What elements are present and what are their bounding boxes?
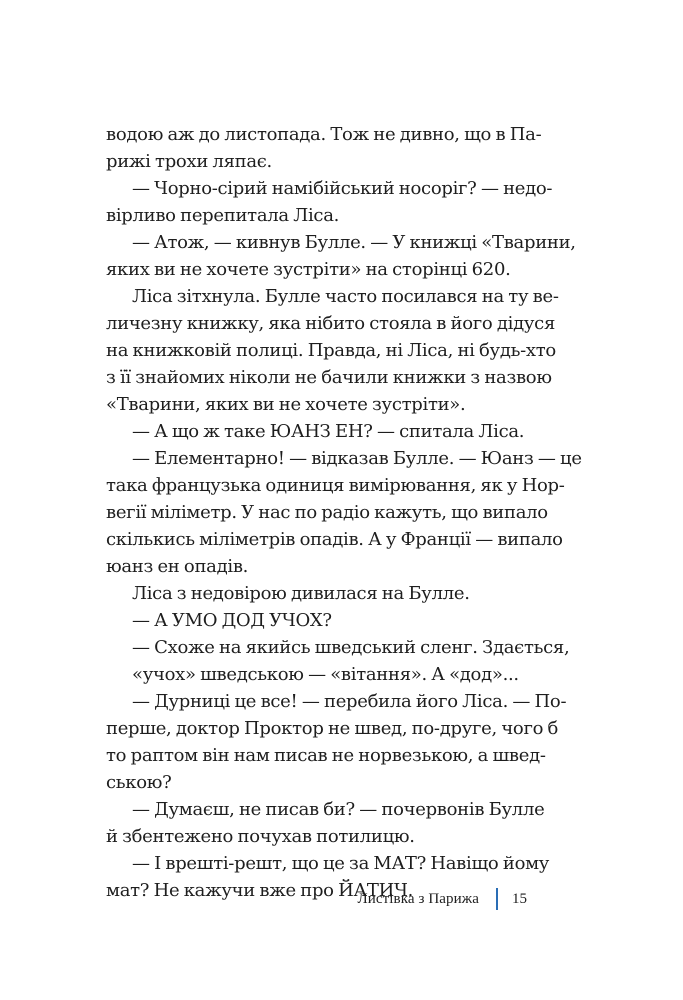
text-line: Ліса зітхнула. Булле часто посилався на ту ве- [132,286,559,307]
text-line: й збентежено почухав потилицю. [106,826,415,847]
text-line: перше, доктор Проктор не швед, по-друге, чого б [106,718,559,739]
text-line: рижі трохи ляпає. [106,151,272,172]
text-line: з її знайомих ніколи не бачили книжки з назвою [106,367,552,388]
page-footer [357,888,527,910]
text-line: — Елементарно! — відказав Булле. — Юанз — це [132,448,582,469]
text-line: — Чорно-сірий намібійський носоріг? — недо- [132,178,553,199]
running-title: Листівка з Парижа [357,891,479,907]
text-line: така французька одиниця вимірювання, як у Нор- [106,475,565,496]
text-line: «Тварини, яких ви не хочете зустріти». [106,394,466,415]
page-number: 15 [512,891,527,907]
body-text [106,121,582,904]
text-line: — Думаєш, не писав би? — почервонів Булле [132,799,545,820]
text-line: — А що ж таке ЮАНЗ ЕН? — спитала Ліса. [132,421,525,442]
text-line: яких ви не хочете зустріти» на сторінці 620. [106,259,511,280]
text-line: мат? Не кажучи вже про ЙАТИЧ. [106,880,413,901]
text-line: то раптом він нам писав не норвезькою, а швед- [106,745,546,766]
text-line: — Схоже на якийсь шведський сленг. Здається, [132,637,570,658]
text-line: юанз ен опадів. [106,556,249,577]
text-line: личезну книжку, яка нібито стояла в його дідуся [106,313,556,334]
text-line: вегії міліметр. У нас по радіо кажуть, що випало [106,502,548,523]
text-line: — Атож, — кивнув Булле. — У книжці «Тварини, [132,232,576,253]
text-line: вірливо перепитала Ліса. [106,205,340,226]
text-line: водою аж до листопада. Тож не дивно, що в Па- [106,124,542,145]
text-line: Ліса з недовірою дивилася на Булле. [132,583,470,604]
footer-divider [496,888,498,910]
text-line: — А УМО ДОД УЧОХ? [132,610,332,631]
text-line: «учох» шведською — «вітання». А «дод»... [132,664,519,685]
text-line: ською? [106,772,172,793]
text-line: скількись міліметрів опадів. А у Франції — випало [106,529,563,550]
text-line: — Дурниці це все! — перебила його Ліса. — По- [132,691,567,712]
text-line: — І врешті-решт, що це за МАТ? Навіщо йому [132,853,550,874]
text-line: на книжковій полиці. Правда, ні Ліса, ні будь-хто [106,340,556,361]
